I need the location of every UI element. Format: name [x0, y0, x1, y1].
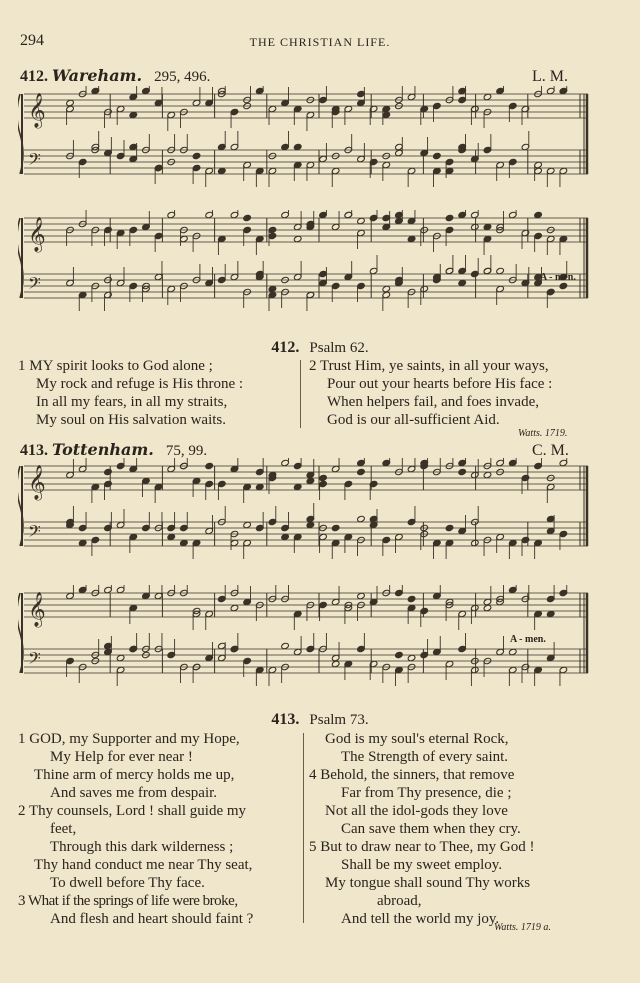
tune-refs: 295, 496. [154, 69, 211, 85]
music-system [18, 585, 590, 703]
amen-label: A - men. [510, 634, 546, 645]
music-system [18, 86, 590, 201]
psalm-heading [0, 711, 640, 729]
psalm-heading [0, 339, 640, 357]
hymn-line: My soul on His salvation waits. [36, 412, 226, 428]
psalm-title: Psalm 62. [309, 340, 369, 356]
attribution: Watts. 1719 a. [494, 922, 551, 933]
hymn-line: My rock and refuge is His throne : [36, 376, 244, 392]
hymn-line: Shall be my sweet employ. [341, 857, 503, 873]
hymn-line: Far from Thy presence, die ; [341, 785, 512, 801]
attribution: Watts. 1719. [518, 428, 568, 439]
hymn-line: And flesh and heart should faint ? [50, 911, 254, 927]
music-system [18, 210, 590, 330]
running-title: THE CHRISTIAN LIFE. [249, 35, 391, 49]
stanza-right [309, 357, 552, 429]
hymn-line: God is our all-sufficient Aid. [327, 412, 500, 428]
svg-text:𝄞: 𝄞 [28, 217, 46, 252]
svg-text:𝄞: 𝄞 [28, 592, 46, 627]
hymn-line: Through this dark wilderness ; [50, 839, 234, 855]
svg-text:𝄢: 𝄢 [28, 149, 41, 173]
hymn-line: Can save them when they cry. [341, 821, 521, 837]
hymn-line: Not all the idol-gods they love [325, 803, 508, 819]
svg-text:𝄞: 𝄞 [28, 465, 46, 500]
hymn-line: 1 MY spirit looks to God alone ; [18, 358, 213, 374]
svg-text:𝄢: 𝄢 [28, 273, 41, 297]
tune-refs: 75, 99. [165, 443, 208, 459]
tune-heading [20, 66, 210, 86]
hymn-line: 4 Behold, the sinners, that remove [309, 767, 515, 783]
tune-meter: L. M. [532, 68, 568, 85]
amen-label: A - men. [540, 272, 576, 283]
hymn-line: And tell the world my joy. [341, 911, 500, 927]
hymn-line: When helpers fail, and foes invade, [327, 394, 539, 410]
column-divider [303, 733, 304, 923]
stanza-left [18, 357, 243, 429]
hymn-line: 2 Trust Him, ye saints, in all your ways, [309, 358, 549, 374]
hymn-number: 413. [271, 711, 300, 728]
hymn-line: Pour out your hearts before His face : [327, 376, 553, 392]
hymn-line: The Strength of every saint. [341, 749, 509, 765]
hymn-line: To dwell before Thy face. [50, 875, 205, 891]
hymn-line: abroad, [377, 893, 422, 909]
tune-heading [20, 440, 207, 460]
psalm-title: Psalm 73. [309, 712, 369, 728]
hymn-line: 5 But to draw near to Thee, my God ! [309, 839, 535, 855]
hymn-line: My Help for ever near ! [50, 749, 193, 765]
tune-name: Wareham. [52, 66, 143, 85]
stanza-right [309, 730, 535, 928]
hymn-line: Thine arm of mercy holds me up, [34, 767, 235, 783]
page-number: 294 [20, 32, 44, 49]
svg-text:𝄢: 𝄢 [28, 648, 41, 672]
hymn-line: And saves me from despair. [50, 785, 218, 801]
column-divider [300, 360, 301, 428]
tune-number: 412. [20, 68, 48, 85]
tune-name: Tottenham. [52, 440, 154, 459]
hymn-line: feet, [50, 821, 77, 837]
stanza-left [18, 730, 253, 928]
hymn-line: 1 GOD, my Supporter and my Hope, [18, 731, 240, 747]
hymn-line: 2 Thy counsels, Lord ! shall guide my [18, 803, 247, 819]
svg-text:𝄢: 𝄢 [28, 521, 41, 545]
tune-number: 413. [20, 442, 48, 459]
svg-text:𝄞: 𝄞 [28, 93, 46, 128]
tune-meter: C. M. [532, 442, 569, 459]
hymn-line: God is my soul's eternal Rock, [325, 731, 509, 747]
hymn-number: 412. [271, 339, 300, 356]
hymn-line: In all my fears, in all my straits, [36, 394, 228, 410]
hymn-line: 3 What if the springs of life were broke, [18, 893, 238, 909]
music-system [18, 458, 590, 576]
hymn-line: My tongue shall sound Thy works [325, 875, 531, 891]
hymn-line: Thy hand conduct me near Thy seat, [34, 857, 253, 873]
